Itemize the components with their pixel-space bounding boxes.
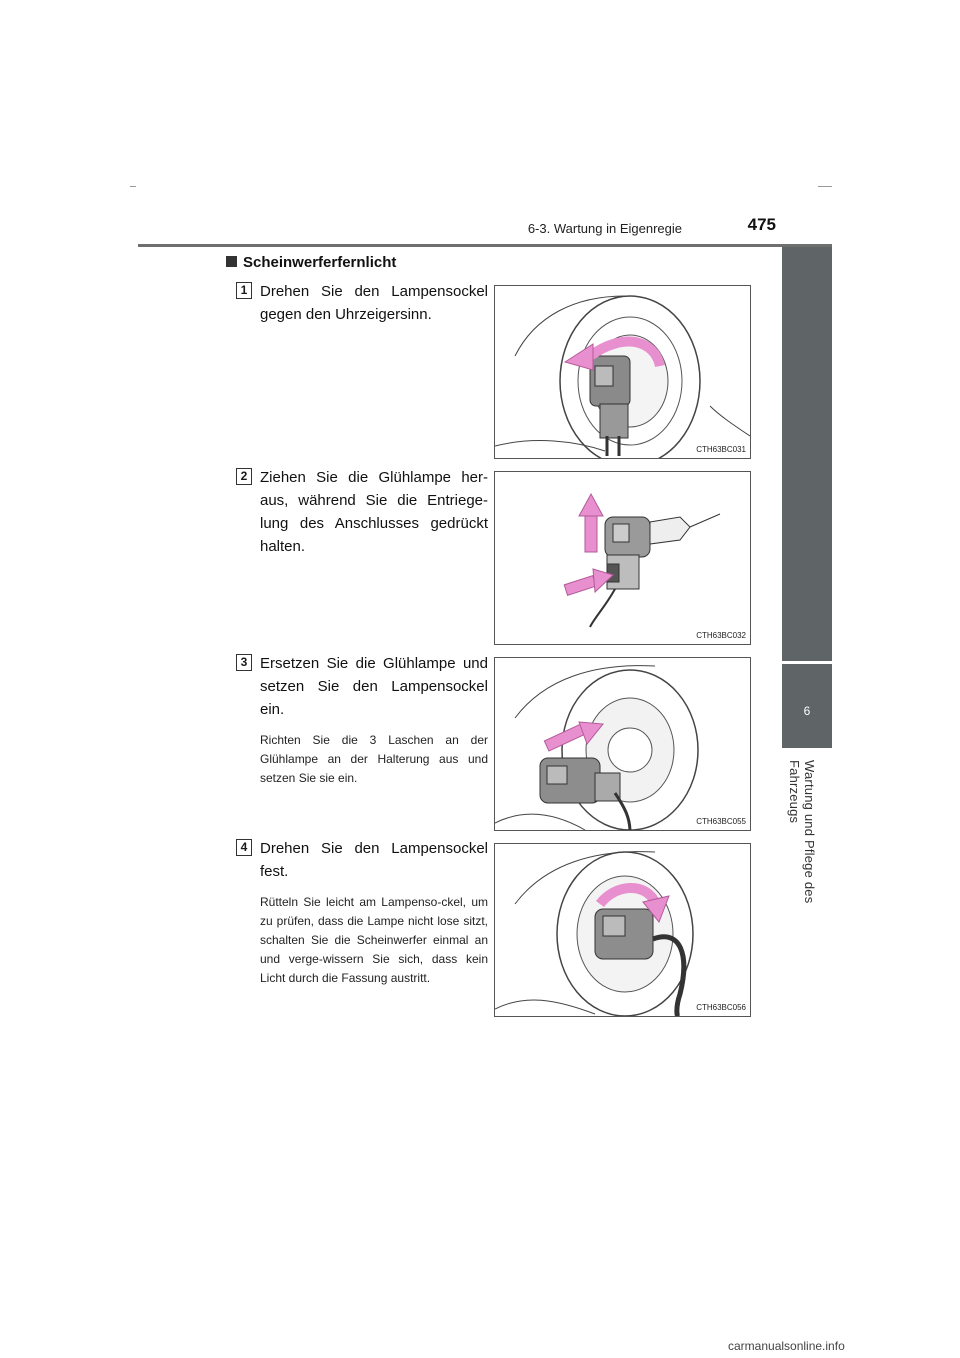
figure-code: CTH63BC056 (696, 1003, 746, 1012)
bulb-pull-out-illustration (495, 472, 751, 645)
figure-code: CTH63BC031 (696, 445, 746, 454)
step-text: Ziehen Sie die Glühlampe her-aus, während Sie die Entriege-lung des Anschlusses gedrückt halten. (260, 469, 488, 555)
subheading-text: Scheinwerferfernlicht (243, 254, 397, 271)
step-text: Ersetzen Sie die Glühlampe und setzen Sie den Lampensockel ein. (260, 655, 488, 718)
bulb-insert-illustration (495, 658, 751, 831)
square-bullet-icon (226, 256, 237, 267)
figure-code: CTH63BC032 (696, 631, 746, 640)
step-text: Drehen Sie den Lampensockel gegen den Uhrzeigersinn. (260, 283, 488, 323)
chapter-title: Wartung und Pflege des Fahrzeugs (787, 760, 817, 904)
step-2 (236, 466, 488, 558)
step-4 (236, 837, 488, 988)
figure-code: CTH63BC055 (696, 817, 746, 826)
step-1 (236, 280, 488, 326)
crop-mark-right (818, 186, 832, 187)
step-note: Richten Sie die 3 Laschen an der Glühlampe an der Halterung aus und setzen Sie sie ein. (260, 733, 488, 785)
figure-step-2 (494, 471, 751, 645)
watermark[interactable]: carmanualsonline.info (728, 1339, 845, 1353)
step-note: Rütteln Sie leicht am Lampenso-ckel, um zu prüfen, dass die Lampe nicht lose sitzt, schalten Sie die Scheinwerfer einmal an und verge-wissern Sie sich, dass kein Licht durch die Fassung austritt. (260, 895, 488, 985)
step-text: Drehen Sie den Lampensockel fest. (260, 840, 488, 880)
figure-step-4 (494, 843, 751, 1017)
headlamp-rotate-ccw-illustration (495, 286, 751, 459)
figure-step-3 (494, 657, 751, 831)
step-number-badge: 3 (236, 654, 252, 671)
page-number: 475 (747, 215, 776, 234)
section-label: 6-3. Wartung in Eigenregie (527, 221, 682, 236)
chapter-tab-upper (782, 247, 832, 661)
crop-mark-left (130, 186, 136, 187)
step-number-badge: 4 (236, 839, 252, 856)
step-3 (236, 652, 488, 788)
header-rule (138, 244, 832, 247)
subheading (226, 254, 396, 271)
figure-step-1 (494, 285, 751, 459)
chapter-tab-number[interactable]: 6 (782, 664, 832, 748)
step-number-badge: 1 (236, 282, 252, 299)
headlamp-tighten-illustration (495, 844, 751, 1017)
step-number-badge: 2 (236, 468, 252, 485)
